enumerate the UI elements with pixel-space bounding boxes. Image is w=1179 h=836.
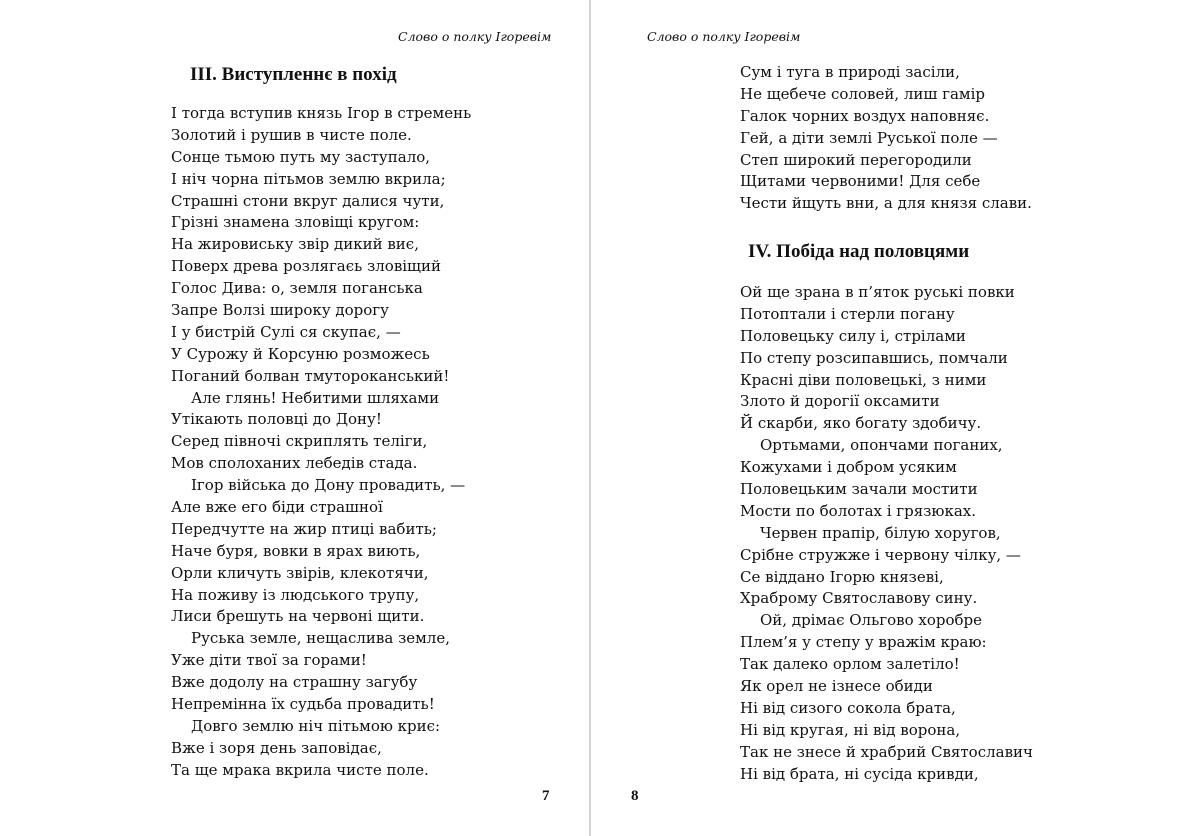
verse-line: Страшні стони вкруг далися чути, [171,191,445,210]
verse-line: Ортьмами, опончами поганих, [760,436,1003,455]
verse-line: Наче буря, вовки в ярах виють, [171,541,421,560]
verse-line: Плем’я у степу у вражім краю: [740,633,987,652]
verse-line: Галок чорних воздух наповняє. [740,106,990,125]
verse-line: Серед півночі скриплять теліги, [171,432,428,451]
verse-line: Запре Волзі широку дорогу [171,301,389,320]
verse-line: Грізні знамена зловіщі кругом: [171,213,420,232]
verse-line: I тогда вступив князь Ігор в стремень [171,104,472,122]
verse-line: Ой ще зрана в п’яток руські повки [740,283,1015,301]
verse-line: Ні від кругая, ні від ворона, [740,720,961,739]
verse-line: Як орел не ізнесе обиди [740,677,933,696]
verse-line: Поганий болван тмутороканський! [171,366,450,385]
verse-line: Се віддано Ігорю князеві, [740,567,944,586]
verse-line: Уже діти твої за горами! [171,651,367,670]
section-heading: III. Виступленнє в похід [190,64,397,85]
verse-line: Утікають половці до Дону! [171,410,382,429]
verse-line: Довго землю ніч пітьмою криє: [191,716,441,735]
verse-line: Кожухами і добром усяким [740,458,957,477]
verse-line: У Сурожу й Корсуню розможесь [171,344,430,363]
verse-line: Так далеко орлом залетіло! [740,655,960,674]
verse-line: Гей, а діти землі Руської поле — [740,128,998,147]
verse-line: Поверх древа розлягаєь зловіщий [171,257,441,276]
verse-line: Чести йщуть вни, а для князя слави. [740,194,1032,213]
verse-line: Сонце тьмою путь му заступало, [171,147,431,166]
verse-line: Потоптали і стерли погану [740,304,955,323]
verse-line: Ні від брата, ні сусіда кривди, [740,764,979,783]
verse-line: Вже додолу на страшну загубу [171,673,418,692]
verse-block [740,282,1033,785]
running-head: Слово о полку Ігоревім [647,29,801,44]
verse-line: Так не знесе й храбрий Святославич [740,742,1033,761]
verse-line: Руська земле, нещаслива земле, [191,629,450,648]
verse-line: Лиси брешуть на червоні щити. [171,607,425,626]
verse-line: Але глянь! Небитими шляхами [191,388,440,407]
verse-line: Половецьким зачали мостити [740,480,978,499]
verse-line: Половецьку силу і, стрілами [740,326,966,345]
verse-line: Злото й дорогії оксамити [740,392,940,411]
verse-block [740,62,1032,215]
verse-line: Червен прапір, білую хоругов, [760,523,1001,542]
verse-line: Голос Дива: о, земля поганська [171,279,423,298]
verse-line: Та ще мрака вкрила чисте поле. [171,760,429,779]
verse-line: По степу розсипавшись, помчали [740,348,1008,367]
verse-line: Мов сполоханих лебедів стада. [171,454,418,473]
right-page [591,0,1179,836]
verse-line: Непремінна їх судьба провадить! [171,695,435,714]
verse-line: Храброму Святославову сину. [740,589,978,608]
page-number: 7 [542,788,550,804]
verse-line: I у бистрій Сулі ся скупає, — [171,322,401,341]
verse-line: Вже і зоря день заповідає, [171,738,382,757]
verse-line: Срібне стружже і червону чілку, — [740,545,1021,564]
verse-line: Орли кличуть звірів, клекотячи, [171,563,429,582]
verse-line: Золотий і рушив в чисте поле. [171,125,412,144]
verse-line: На жировиську звір дикий виє, [171,235,419,254]
verse-line: Не щебече соловей, лиш гамір [740,84,985,103]
section-heading: IV. Побіда над половцями [748,241,970,262]
verse-line: Ігор війська до Дону провадить, — [191,476,466,495]
verse-line: Степ широкий перегородили [740,150,972,169]
verse-line: Щитами червоними! Для себе [740,172,981,191]
verse-line: Красні діви половецькі, з ними [740,370,987,389]
running-head: Слово о полку Ігоревім [398,29,552,44]
verse-line: I ніч чорна пітьмов землю вкрила; [171,169,446,188]
verse-line: Але вже его біди страшної [171,498,383,517]
verse-line: Ні від сизого сокола брата, [740,698,956,717]
verse-line: Сум і туга в природі засіли, [740,63,960,81]
verse-line: Й скарби, яко богату здобичу. [740,414,982,433]
page-number: 8 [631,788,639,804]
verse-line: Передчутте на жир птиці вабить; [171,519,437,538]
verse-block [171,103,471,782]
verse-line: Ой, дрімає Ольгово хоробре [760,611,983,630]
verse-line: На поживу із людського трупу, [171,585,420,604]
verse-line: Мости по болотах і грязюках. [740,501,977,520]
